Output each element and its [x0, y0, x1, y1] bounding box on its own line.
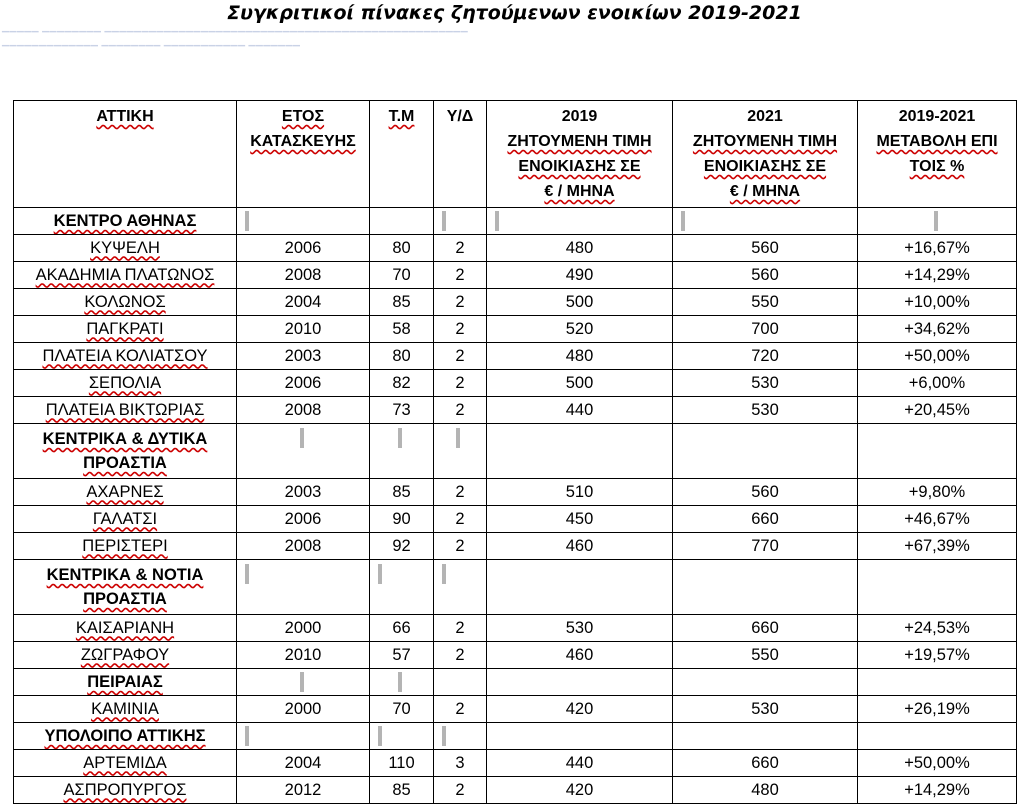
price-2021-cell: 530 [673, 370, 858, 397]
area-cell: ΓΑΛΑΤΣΙ [14, 506, 237, 533]
price-2021-cell: 530 [673, 397, 858, 424]
sqm-cell: 110 [370, 750, 434, 777]
area-cell: ΑΚΑΔΗΜΙΑ ΠΛΑΤΩΝΟΣ [14, 262, 237, 289]
rooms-cell: 2 [434, 397, 487, 424]
change-cell: +19,57% [858, 642, 1017, 669]
price-2021-cell: 480 [673, 777, 858, 804]
rooms-cell: 2 [434, 615, 487, 642]
table-row [14, 750, 1017, 777]
price-2021-cell: 700 [673, 316, 858, 343]
year-cell: 2003 [237, 343, 370, 370]
price-2019-cell: 500 [487, 289, 673, 316]
rooms-cell: 2 [434, 316, 487, 343]
price-2021-cell: 560 [673, 262, 858, 289]
table-row [14, 289, 1017, 316]
sqm-cell: 85 [370, 289, 434, 316]
year-cell: 2004 [237, 289, 370, 316]
price-2019-cell: 440 [487, 750, 673, 777]
region-empty-cell [370, 560, 434, 615]
change-cell: +67,39% [858, 533, 1017, 560]
rooms-cell: 2 [434, 479, 487, 506]
sqm-cell: 92 [370, 533, 434, 560]
year-cell: 2004 [237, 750, 370, 777]
region-empty-cell [673, 424, 858, 479]
region-empty-cell [370, 669, 434, 696]
rooms-cell: 2 [434, 370, 487, 397]
rooms-cell: 2 [434, 289, 487, 316]
year-cell: 2008 [237, 533, 370, 560]
rooms-cell: 2 [434, 777, 487, 804]
table-row [14, 262, 1017, 289]
region-empty-cell [673, 723, 858, 750]
region-empty-cell [434, 723, 487, 750]
region-empty-cell [487, 208, 673, 235]
year-cell: 2010 [237, 642, 370, 669]
header-price-2021: 2021 ΖΗΤΟΥΜΕΝΗ ΤΙΜΗ ΕΝΟΙΚΙΑΣΗΣ ΣΕ € / ΜΗΝΑ [673, 101, 858, 208]
year-cell: 2012 [237, 777, 370, 804]
sqm-cell: 80 [370, 235, 434, 262]
price-2021-cell: 720 [673, 343, 858, 370]
price-2019-cell: 530 [487, 615, 673, 642]
region-name: ΥΠΟΛΟΙΠΟ ΑΤΤΙΚΗΣ [14, 723, 237, 750]
header-area: ΑΤΤΙΚΗ [14, 101, 237, 208]
region-empty-cell [434, 208, 487, 235]
region-empty-cell [858, 560, 1017, 615]
price-2019-cell: 490 [487, 262, 673, 289]
region-empty-cell [673, 560, 858, 615]
price-2019-cell: 460 [487, 533, 673, 560]
header-rooms: Υ/Δ [434, 101, 487, 208]
sqm-cell: 85 [370, 777, 434, 804]
year-cell: 2010 [237, 316, 370, 343]
region-empty-cell [237, 560, 370, 615]
region-row [14, 560, 1017, 615]
sqm-cell: 66 [370, 615, 434, 642]
rent-comparison-table [13, 100, 1017, 804]
rooms-cell: 2 [434, 642, 487, 669]
price-2019-cell: 520 [487, 316, 673, 343]
change-cell: +50,00% [858, 750, 1017, 777]
sqm-cell: 57 [370, 642, 434, 669]
region-empty-cell [237, 208, 370, 235]
region-empty-cell [673, 208, 858, 235]
sqm-cell: 73 [370, 397, 434, 424]
table-row [14, 642, 1017, 669]
table-row [14, 696, 1017, 723]
price-2021-cell: 660 [673, 615, 858, 642]
area-cell: ΣΕΠΟΛΙΑ [14, 370, 237, 397]
year-cell: 2008 [237, 397, 370, 424]
region-empty-cell [434, 424, 487, 479]
region-empty-cell [370, 723, 434, 750]
table-row [14, 479, 1017, 506]
region-empty-cell [237, 723, 370, 750]
change-cell: +46,67% [858, 506, 1017, 533]
region-name: ΚΕΝΤΡΟ ΑΘΗΝΑΣ [14, 208, 237, 235]
table-row [14, 316, 1017, 343]
area-cell: ΚΑΜΙΝΙΑ [14, 696, 237, 723]
price-2019-cell: 480 [487, 343, 673, 370]
area-cell: ΠΑΓΚΡΑΤΙ [14, 316, 237, 343]
year-cell: 2000 [237, 696, 370, 723]
year-cell: 2006 [237, 506, 370, 533]
area-cell: ΚΥΨΕΛΗ [14, 235, 237, 262]
sqm-cell: 70 [370, 262, 434, 289]
area-cell: ΚΑΙΣΑΡΙΑΝΗ [14, 615, 237, 642]
price-2019-cell: 440 [487, 397, 673, 424]
table-row [14, 235, 1017, 262]
region-name: ΚΕΝΤΡΙΚΑ & ΝΟΤΙΑ ΠΡΟΑΣΤΙΑ [14, 560, 237, 615]
change-cell: +50,00% [858, 343, 1017, 370]
change-cell: +20,45% [858, 397, 1017, 424]
price-2021-cell: 530 [673, 696, 858, 723]
price-2021-cell: 660 [673, 750, 858, 777]
region-name: ΠΕΙΡΑΙΑΣ [14, 669, 237, 696]
rooms-cell: 2 [434, 506, 487, 533]
region-empty-cell [487, 560, 673, 615]
price-2019-cell: 500 [487, 370, 673, 397]
header-row [14, 101, 1017, 208]
table-row [14, 506, 1017, 533]
region-empty-cell [858, 424, 1017, 479]
change-cell: +16,67% [858, 235, 1017, 262]
region-name: ΚΕΝΤΡΙΚΑ & ΔΥΤΙΚΑ ΠΡΟΑΣΤΙΑ [14, 424, 237, 479]
region-empty-cell [237, 424, 370, 479]
header-change: 2019-2021 ΜΕΤΑΒΟΛΗ ΕΠΙ ΤΟΙΣ % [858, 101, 1017, 208]
table-row [14, 533, 1017, 560]
region-empty-cell [370, 208, 434, 235]
price-2021-cell: 560 [673, 479, 858, 506]
faint-background-text: ▁▁▁▁▁▁▁▁▁▁▁▁▁ ▁▁▁▁▁▁▁▁ ▁▁▁▁▁▁▁▁▁▁▁ ▁▁▁▁▁▁▁ [2, 36, 301, 46]
area-cell: ΖΩΓΡΑΦΟΥ [14, 642, 237, 669]
region-row [14, 424, 1017, 479]
region-empty-cell [237, 669, 370, 696]
change-cell: +14,29% [858, 777, 1017, 804]
year-cell: 2006 [237, 235, 370, 262]
area-cell: ΑΣΠΡΟΠΥΡΓΟΣ [14, 777, 237, 804]
price-2019-cell: 450 [487, 506, 673, 533]
table-row [14, 343, 1017, 370]
year-cell: 2000 [237, 615, 370, 642]
region-empty-cell [858, 208, 1017, 235]
table-row [14, 397, 1017, 424]
table-row [14, 615, 1017, 642]
sqm-cell: 90 [370, 506, 434, 533]
sqm-cell: 85 [370, 479, 434, 506]
region-empty-cell [858, 723, 1017, 750]
change-cell: +24,53% [858, 615, 1017, 642]
price-2021-cell: 660 [673, 506, 858, 533]
table-row [14, 777, 1017, 804]
area-cell: ΑΡΤΕΜΙΔΑ [14, 750, 237, 777]
region-empty-cell [487, 669, 673, 696]
region-empty-cell [434, 669, 487, 696]
area-cell: ΠΛΑΤΕΙΑ ΒΙΚΤΩΡΙΑΣ [14, 397, 237, 424]
rooms-cell: 2 [434, 533, 487, 560]
region-row [14, 669, 1017, 696]
sqm-cell: 82 [370, 370, 434, 397]
area-cell: ΠΛΑΤΕΙΑ ΚΟΛΙΑΤΣΟΥ [14, 343, 237, 370]
year-cell: 2003 [237, 479, 370, 506]
year-cell: 2008 [237, 262, 370, 289]
change-cell: +34,62% [858, 316, 1017, 343]
rooms-cell: 2 [434, 235, 487, 262]
year-cell: 2006 [237, 370, 370, 397]
sqm-cell: 70 [370, 696, 434, 723]
price-2021-cell: 560 [673, 235, 858, 262]
header-sqm: Τ.Μ [370, 101, 434, 208]
region-empty-cell [487, 723, 673, 750]
change-cell: +9,80% [858, 479, 1017, 506]
price-2019-cell: 420 [487, 777, 673, 804]
region-row [14, 208, 1017, 235]
region-empty-cell [487, 424, 673, 479]
price-2019-cell: 510 [487, 479, 673, 506]
region-empty-cell [858, 669, 1017, 696]
header-construction-year: ΕΤΟΣ ΚΑΤΑΣΚΕΥΗΣ [237, 101, 370, 208]
rooms-cell: 2 [434, 262, 487, 289]
price-2019-cell: 480 [487, 235, 673, 262]
price-2019-cell: 420 [487, 696, 673, 723]
area-cell: ΠΕΡΙΣΤΕΡΙ [14, 533, 237, 560]
rooms-cell: 3 [434, 750, 487, 777]
rooms-cell: 2 [434, 343, 487, 370]
change-cell: +26,19% [858, 696, 1017, 723]
page-title: Συγκριτικοί πίνακες ζητούμενων ενοικίων 2019-2021 [227, 2, 802, 24]
sqm-cell: 80 [370, 343, 434, 370]
price-2021-cell: 550 [673, 289, 858, 316]
table-row [14, 370, 1017, 397]
area-cell: ΑΧΑΡΝΕΣ [14, 479, 237, 506]
change-cell: +10,00% [858, 289, 1017, 316]
change-cell: +14,29% [858, 262, 1017, 289]
sqm-cell: 58 [370, 316, 434, 343]
region-row [14, 723, 1017, 750]
price-2021-cell: 550 [673, 642, 858, 669]
region-empty-cell [434, 560, 487, 615]
area-cell: ΚΟΛΩΝΟΣ [14, 289, 237, 316]
region-empty-cell [370, 424, 434, 479]
header-price-2019: 2019 ΖΗΤΟΥΜΕΝΗ ΤΙΜΗ ΕΝΟΙΚΙΑΣΗΣ ΣΕ € / ΜΗΝΑ [487, 101, 673, 208]
price-2021-cell: 770 [673, 533, 858, 560]
faint-background-text: ▁▁▁▁▁ ▁▁▁▁▁▁▁▁ ▁▁▁▁▁▁▁▁▁▁▁▁▁▁▁▁▁▁▁▁▁▁▁▁▁▁▁▁▁▁▁▁▁▁▁▁▁▁▁▁▁▁▁▁▁▁▁▁▁ [2, 22, 469, 32]
change-cell: +6,00% [858, 370, 1017, 397]
price-2019-cell: 460 [487, 642, 673, 669]
region-empty-cell [673, 669, 858, 696]
rooms-cell: 2 [434, 696, 487, 723]
